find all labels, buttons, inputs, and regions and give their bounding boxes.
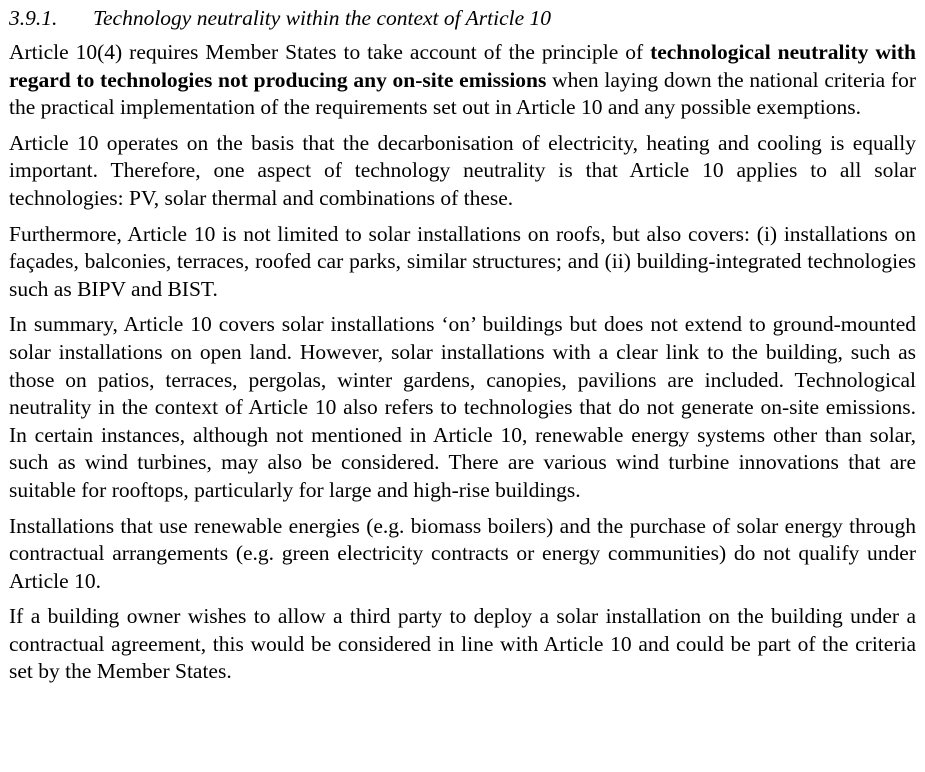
section-title: Technology neutrality within the context of Article 10 <box>93 6 551 30</box>
paragraph-6: If a building owner wishes to allow a third party to deploy a solar installation on the building under a contractual agreement, this would be considered in line with Article 10 and could be part of the criteria set by the Member States. <box>9 604 916 684</box>
paragraph-3: Furthermore, Article 10 is not limited to solar installations on roofs, but also covers: (i) installations on façades, balconies, terraces, roofed car parks, similar structures; and (ii) building-integrated technologies such as BIPV and BIST. <box>9 221 916 301</box>
paragraph-1 <box>9 39 916 122</box>
paragraph-1-after: when laying down the national criteria for the practical implementation of the requirements set out in Article 10 and any possible exemptions. <box>9 67 916 120</box>
section-number: 3.9.1. <box>9 6 58 30</box>
paragraph-2: Article 10 operates on the basis that the decarbonisation of electricity, heating and cooling is equally important. Therefore, one aspect of technology neutrality is that Article 10 applies to all solar technologies: PV, solar thermal and combinations of these. <box>9 130 916 210</box>
paragraph-1-before: Article 10(4) requires Member States to take account of the principle of <box>9 40 651 64</box>
paragraph-5: Installations that use renewable energies (e.g. biomass boilers) and the purchase of solar energy through contractual arrangements (e.g. green electricity contracts or energy communities) do not qualify under Article 10. <box>9 513 916 593</box>
paragraph-4: In summary, Article 10 covers solar installations ‘on’ buildings but does not extend to ground-mounted solar installations on open land. However, solar installations with a clear link to the building, such as those on patios, terraces, pergolas, winter gardens, canopies, pavilions are included. Technological neutrality in the context of Article 10 also refers to technologies that do not generate on-site emissions. In certain instances, although not mentioned in Article 10, renewable energy systems other than solar, such as wind turbines, may also be considered. There are various wind turbine innovations that are suitable for rooftops, particularly for large and high-rise buildings. <box>9 312 916 502</box>
paragraph-1-bold: technological neutrality with regard to technologies not producing any on-site emissions <box>9 40 916 92</box>
section-heading <box>9 4 916 32</box>
